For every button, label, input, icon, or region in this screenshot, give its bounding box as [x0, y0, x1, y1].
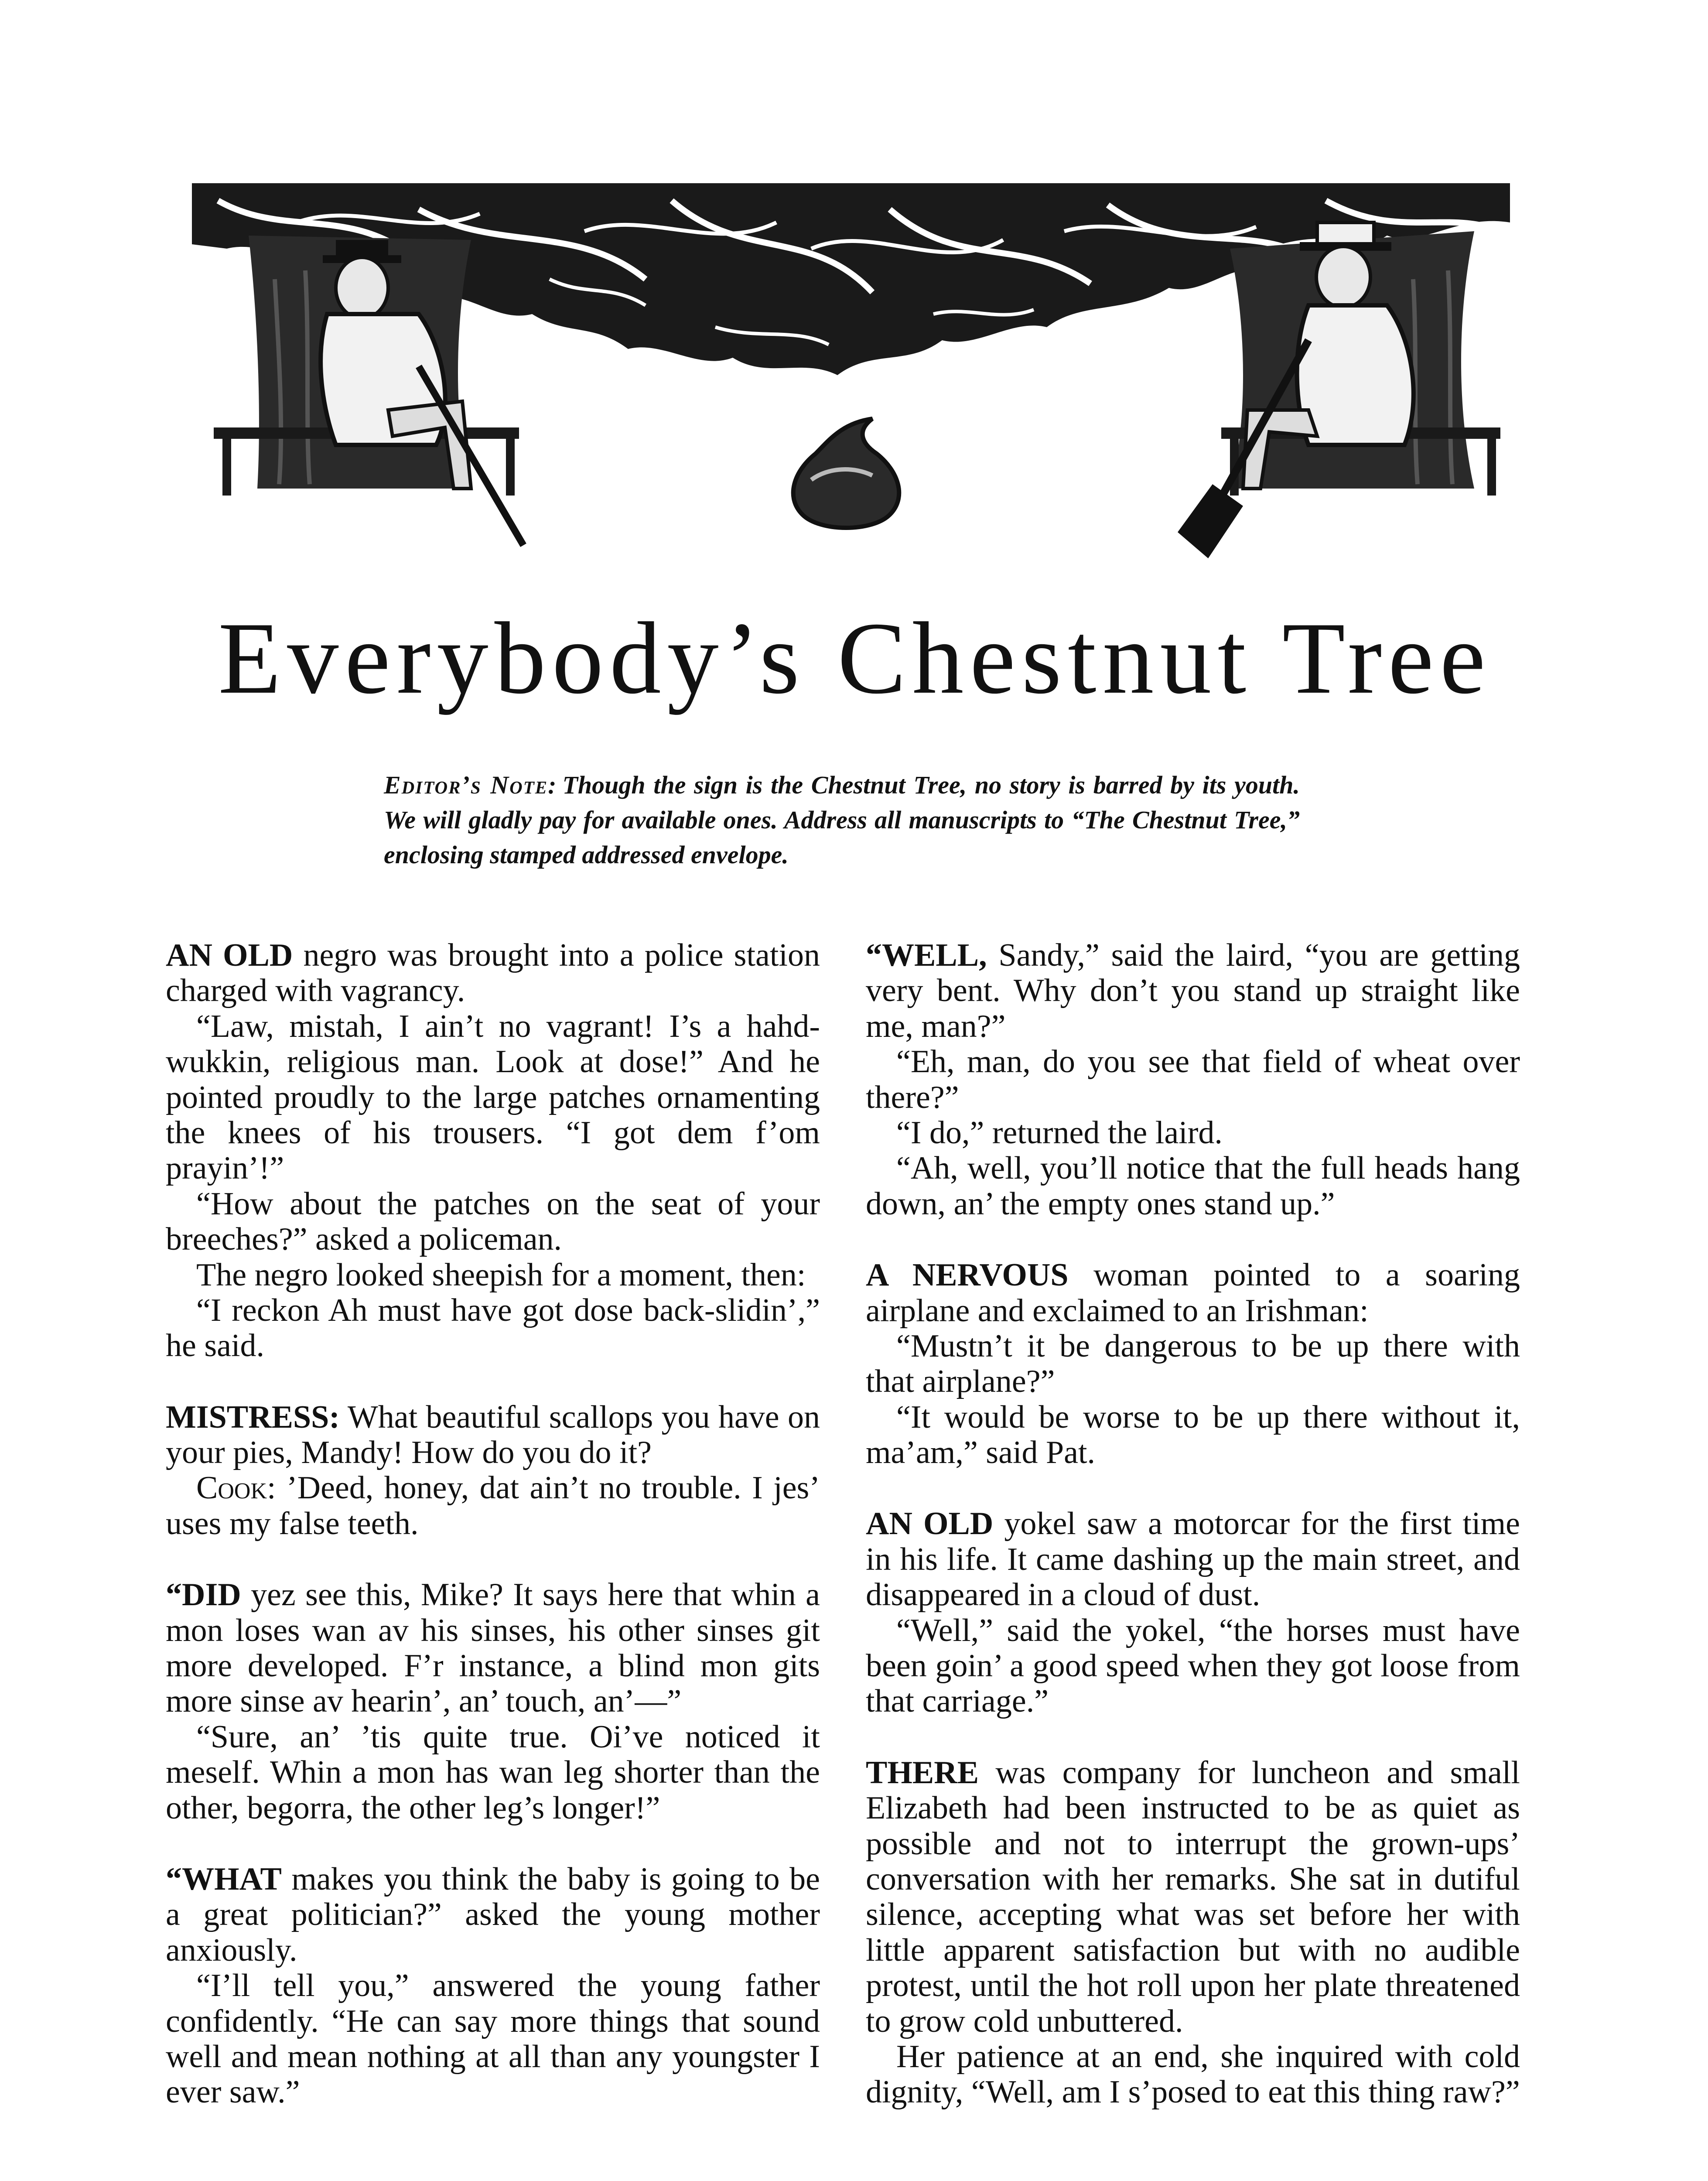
joke-yokel [866, 1506, 1520, 1719]
paragraph: “I do,” returned the laird. [896, 1114, 1223, 1151]
speaker-label: Cook: [196, 1470, 276, 1506]
joke-lead-word: A NERVOUS [866, 1257, 1069, 1293]
paragraph: “WHAT makes you think the baby is going to be a great politician?” asked the young mother anxiously. [166, 1861, 820, 1968]
paragraph: “Sure, an’ ’tis quite true. Oi’ve noticed it meself. Whin a mon has wan leg shorter than the other, begorra, the other leg’s longer!” [166, 1719, 820, 1826]
paragraph: AN OLD yokel saw a motorcar for the first time in his life. It came dashing up the main street, and disappeared in a cloud of dust. [866, 1506, 1520, 1613]
paragraph: “I reckon Ah must have got dose back-slidin’,” he said. [166, 1292, 820, 1364]
joke-lead-word: “DID [166, 1577, 241, 1613]
paragraph: “How about the patches on the seat of your breeches?” asked a policeman. [166, 1186, 820, 1258]
paragraph: The negro looked sheepish for a moment, then: [196, 1257, 806, 1293]
paragraph: MISTRESS: What beautiful scallops you have on your pies, Mandy! How do you do it? [166, 1399, 820, 1471]
joke-scallops [166, 1400, 820, 1542]
left-column [166, 938, 820, 2146]
right-column [866, 938, 1520, 2146]
joke-lead-word: MISTRESS: [166, 1399, 340, 1435]
joke-airplane [866, 1258, 1520, 1470]
joke-elizabeth [866, 1755, 1520, 2110]
paragraph: Cook: ’Deed, honey, dat ain’t no trouble. I jes’ uses my false teeth. [166, 1470, 820, 1542]
editors-note [384, 768, 1300, 872]
paragraph: “WELL, Sandy,” said the laird, “you are getting very bent. Why don’t you stand up straight like me, man?” [866, 937, 1520, 1044]
paragraph: A NERVOUS woman pointed to a soaring airplane and exclaimed to an Irishman: [866, 1257, 1520, 1329]
joke-mike [166, 1577, 820, 1826]
chestnut-drawing [793, 419, 899, 528]
joke-sandy [866, 938, 1520, 1222]
paragraph: “DID yez see this, Mike? It says here that whin a mon loses wan av his sinses, his other sinses git more developed. F’r instance, a blind mon gits more sinse av hearin’, an’ touch, an’—” [166, 1577, 820, 1720]
page-title: Everybody’s Chestnut Tree [218, 602, 1492, 715]
joke-lead-word: AN OLD [866, 1506, 994, 1542]
joke-lead-word: THERE [866, 1754, 979, 1791]
paragraph: “Eh, man, do you see that field of wheat over there?” [866, 1044, 1520, 1115]
paragraph: “It would be worse to be up there without it, ma’am,” said Pat. [866, 1399, 1520, 1471]
paragraph: “Well,” said the yokel, “the horses must have been goin’ a good speed when they got loose from that carriage.” [866, 1612, 1520, 1720]
joke-politician [166, 1862, 820, 2110]
joke-vagrant [166, 938, 820, 1364]
paragraph: AN OLD negro was brought into a police station charged with vagrancy. [166, 937, 820, 1009]
editors-note-text: Though the sign is the Chestnut Tree, no story is barred by its youth. We will gladly pay for available ones. Address all manuscripts to “The Chestnut Tree,” enclosing stamped addressed envelope. [384, 771, 1300, 869]
joke-lead-word: AN OLD [166, 937, 293, 973]
paragraph: “Ah, well, you’ll notice that the full heads hang down, an’ the empty ones stand up.” [866, 1150, 1520, 1222]
joke-lead-word: “WHAT [166, 1861, 282, 1897]
joke-lead-word: “WELL, [866, 937, 987, 973]
paragraph: “I’ll tell you,” answered the young father confidently. “He can say more things that sound well and mean nothing at all than any youngster I ever saw.” [166, 1968, 820, 2110]
paragraph: “Law, mistah, I ain’t no vagrant! I’s a hahd-wukkin, religious man. Look at dose!” And he pointed proudly to the large patches ornamenting the knees of his trousers. “I got dem f’om prayin’!” [166, 1008, 820, 1186]
paragraph: THERE was company for luncheon and small Elizabeth had been instructed to be as quiet as possible and not to interrupt the grown-ups’ conversation with her remarks. She sat in dutiful silence, accepting what was set before her with little apparent satisfaction but with no audible protest, until the hot roll upon her plate threatened to grow cold unbuttered. [866, 1754, 1520, 2039]
paragraph: Her patience at an end, she inquired with cold dignity, “Well, am I s’posed to eat this thing raw?” [866, 2038, 1520, 2110]
paragraph: “Mustn’t it be dangerous to be up there with that airplane?” [866, 1328, 1520, 1400]
editors-note-lead: Editor’s Note: [384, 771, 557, 799]
chestnut-tree-header-illustration [192, 183, 1510, 558]
